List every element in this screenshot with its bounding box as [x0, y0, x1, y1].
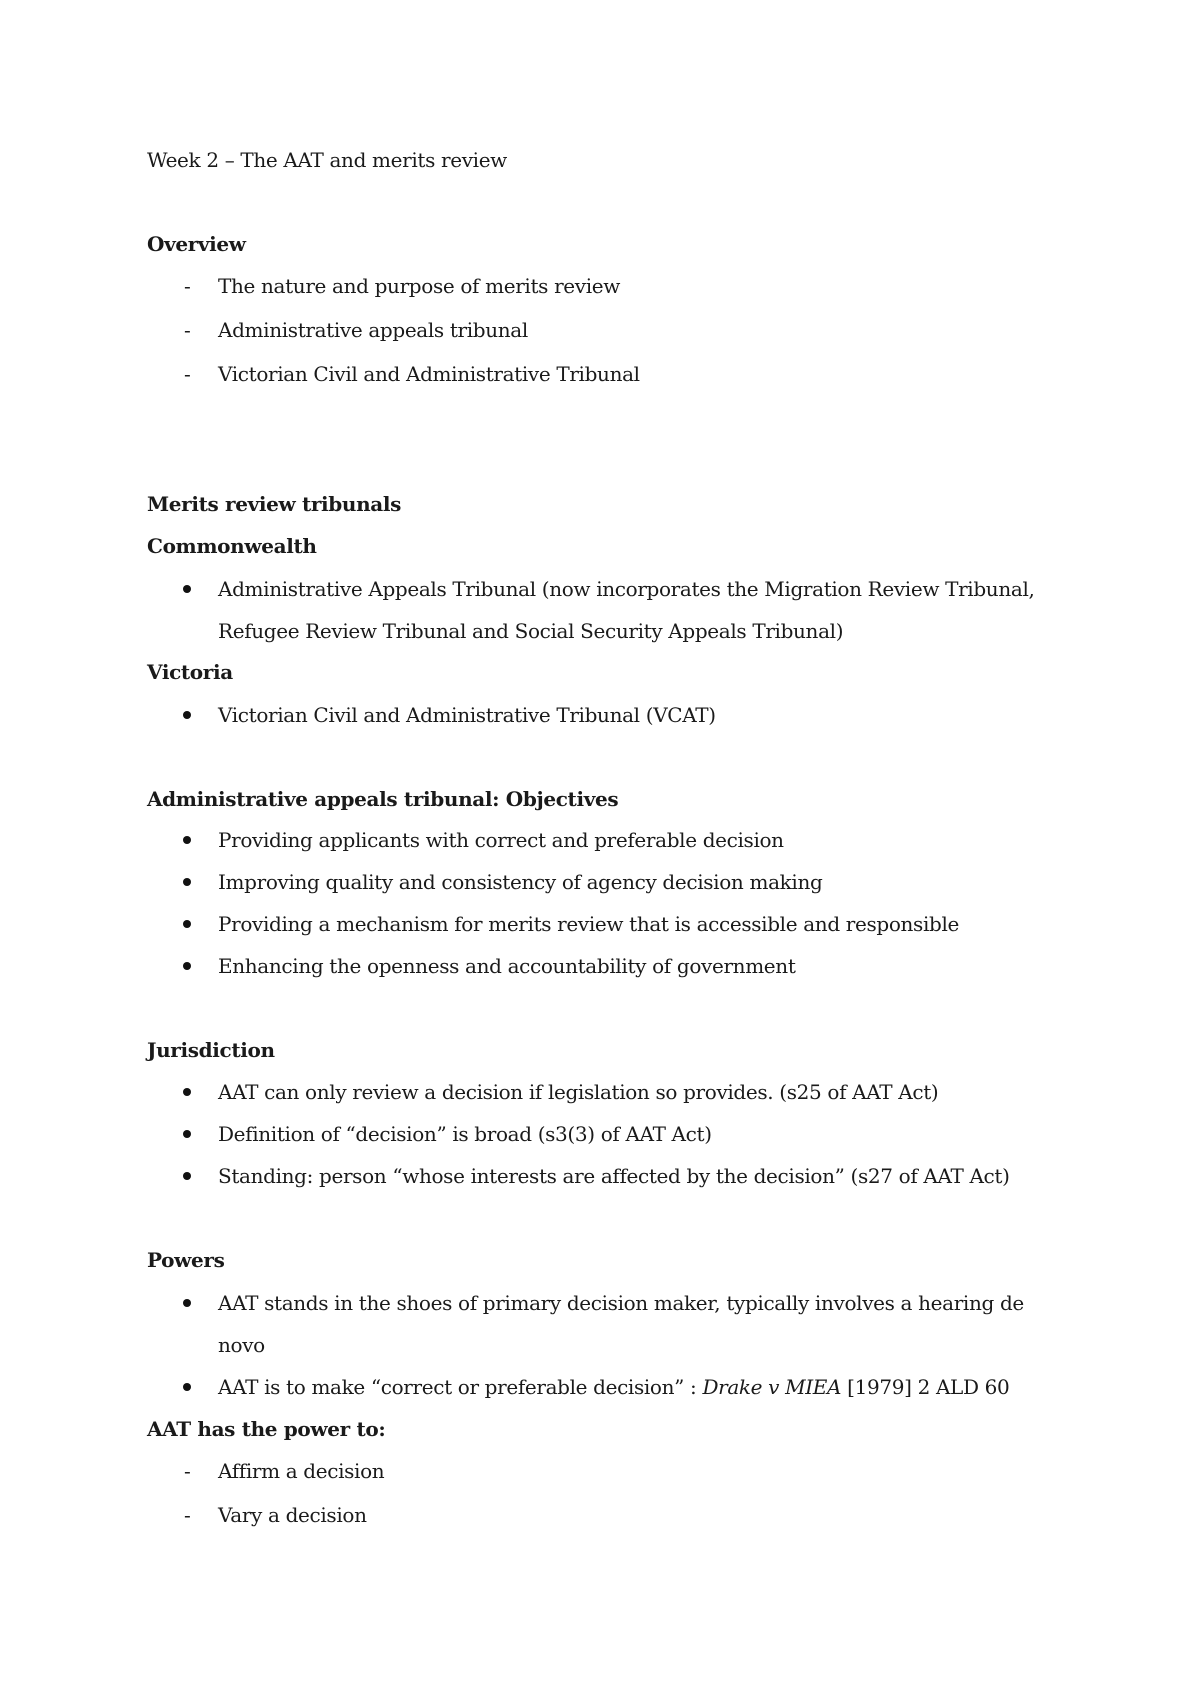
dash-marker: -: [184, 1503, 191, 1527]
powers-item-2-suffix: [1979] 2 ALD 60: [841, 1375, 1010, 1399]
powers-item-line1: AAT stands in the shoes of primary decision maker, typically involves a hearing de: [218, 1291, 1024, 1315]
bullet-marker: [183, 1299, 191, 1307]
objectives-heading: Administrative appeals tribunal: Objectives: [147, 787, 619, 811]
commonwealth-item-line2: Refugee Review Tribunal and Social Security Appeals Tribunal): [218, 619, 844, 643]
bullet-marker: [183, 962, 191, 970]
dash-marker: -: [184, 318, 191, 342]
power-to-heading: AAT has the power to:: [147, 1417, 386, 1441]
bullet-marker: [183, 1088, 191, 1096]
bullet-marker: [183, 878, 191, 886]
objective-item: Improving quality and consistency of agency decision making: [218, 870, 823, 894]
overview-heading: Overview: [147, 232, 246, 256]
commonwealth-heading: Commonwealth: [147, 534, 317, 558]
power-to-item: Vary a decision: [218, 1503, 367, 1527]
victoria-item: Victorian Civil and Administrative Tribunal (VCAT): [218, 703, 716, 727]
bullet-marker: [183, 1172, 191, 1180]
page-title: Week 2 – The AAT and merits review: [147, 148, 507, 172]
powers-item-line2: novo: [218, 1333, 265, 1357]
bullet-marker: [183, 711, 191, 719]
jurisdiction-item: Standing: person “whose interests are affected by the decision” (s27 of AAT Act): [218, 1164, 1010, 1188]
power-to-item: Affirm a decision: [218, 1459, 385, 1483]
objective-item: Providing applicants with correct and preferable decision: [218, 828, 784, 852]
commonwealth-item-line1: Administrative Appeals Tribunal (now incorporates the Migration Review Tribunal,: [218, 577, 1035, 601]
bullet-marker: [183, 1130, 191, 1138]
powers-item-2: [218, 1373, 1009, 1401]
dash-marker: -: [184, 274, 191, 298]
bullet-marker: [183, 1383, 191, 1391]
overview-item: Administrative appeals tribunal: [218, 318, 528, 342]
powers-heading: Powers: [147, 1248, 225, 1272]
tribunals-heading: Merits review tribunals: [147, 492, 402, 516]
dash-marker: -: [184, 362, 191, 386]
jurisdiction-item: AAT can only review a decision if legislation so provides. (s25 of AAT Act): [218, 1080, 939, 1104]
dash-marker: -: [184, 1459, 191, 1483]
objective-item: Providing a mechanism for merits review that is accessible and responsible: [218, 912, 960, 936]
victoria-heading: Victoria: [147, 660, 233, 684]
bullet-marker: [183, 836, 191, 844]
overview-item: The nature and purpose of merits review: [218, 274, 621, 298]
jurisdiction-heading: Jurisdiction: [147, 1038, 275, 1062]
objective-item: Enhancing the openness and accountability of government: [218, 954, 796, 978]
case-citation: Drake v MIEA: [702, 1375, 842, 1399]
bullet-marker: [183, 585, 191, 593]
powers-item-2-prefix: AAT is to make “correct or preferable decision” :: [218, 1375, 703, 1399]
overview-item: Victorian Civil and Administrative Tribunal: [218, 362, 640, 386]
bullet-marker: [183, 920, 191, 928]
jurisdiction-item: Definition of “decision” is broad (s3(3) of AAT Act): [218, 1122, 712, 1146]
